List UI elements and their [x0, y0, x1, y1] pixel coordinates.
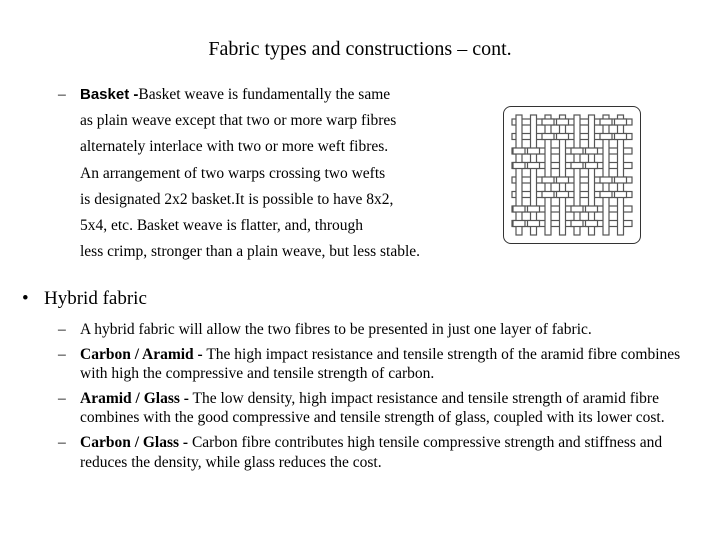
weft-crossing — [513, 221, 525, 227]
hybrid-fabric-heading — [22, 288, 147, 310]
weft-crossing — [571, 163, 583, 169]
weft-crossing — [571, 221, 583, 227]
item-text: Carbon fibre contributes high tensile compressive strength and stiffness and reduces the density, while glass reduces the cost. — [80, 433, 663, 471]
basket-line-3: An arrangement of two warps crossing two wefts — [80, 164, 386, 182]
weft-crossing — [586, 206, 598, 212]
dash-marker: – — [58, 345, 66, 363]
weft-crossing — [557, 192, 569, 198]
weft-crossing — [571, 148, 583, 154]
weft-crossing — [528, 206, 540, 212]
list-item — [58, 433, 708, 472]
bullet-marker: • — [22, 288, 29, 309]
weft-crossing — [557, 119, 569, 125]
basket-line-6: less crimp, stronger than a plain weave, but less stable. — [80, 243, 421, 261]
weft-crossing — [557, 134, 569, 140]
hybrid-fabric-list — [58, 320, 708, 477]
basket-term: Basket - — [80, 86, 139, 103]
warp-strand — [589, 115, 595, 235]
list-item — [58, 345, 708, 384]
item-term: Carbon / Aramid - — [80, 345, 203, 363]
basket-weave-description — [58, 82, 478, 265]
weft-crossing — [542, 177, 554, 183]
dash-marker: – — [58, 389, 66, 407]
dash-marker: – — [58, 433, 66, 451]
basket-line-0 — [58, 82, 478, 108]
weft-crossing — [528, 163, 540, 169]
basket-line-2: alternately interlace with two or more weft fibres. — [80, 138, 389, 156]
weft-crossing — [586, 148, 598, 154]
weft-crossing — [600, 134, 612, 140]
weft-crossing — [528, 221, 540, 227]
weft-crossing — [586, 163, 598, 169]
basket-weave-icon — [504, 107, 640, 243]
weft-crossing — [542, 134, 554, 140]
dash-marker: – — [58, 86, 66, 103]
weft-crossing — [571, 206, 583, 212]
hybrid-heading-text: Hybrid fabric — [44, 288, 147, 309]
weft-crossing — [513, 163, 525, 169]
basket-weave-figure — [503, 106, 641, 244]
list-item — [58, 389, 708, 428]
warp-strand — [516, 115, 522, 235]
basket-line-5: 5x4, etc. Basket weave is flatter, and, through — [80, 217, 364, 235]
weft-crossing — [615, 134, 627, 140]
warp-strand — [574, 115, 580, 235]
basket-line-4: is designated 2x2 basket.It is possible to have 8x2, — [80, 190, 394, 208]
weft-crossing — [528, 148, 540, 154]
warp-strand — [531, 115, 537, 235]
weft-crossing — [586, 221, 598, 227]
weft-crossing — [513, 206, 525, 212]
item-term: Aramid / Glass - — [80, 389, 189, 407]
item-text: A hybrid fabric will allow the two fibres to be presented in just one layer of fabric. — [80, 321, 592, 338]
basket-text: Basket weave is fundamentally the same — [138, 86, 391, 103]
item-text: The high impact resistance and tensile strength of the aramid fibre combines with high the compressive and tensile strength of carbon. — [80, 345, 681, 383]
weft-crossing — [615, 177, 627, 183]
weft-crossing — [600, 177, 612, 183]
weft-crossing — [615, 119, 627, 125]
weft-crossing — [615, 192, 627, 198]
dash-marker: – — [58, 321, 66, 338]
weft-crossing — [600, 119, 612, 125]
weft-crossing — [542, 192, 554, 198]
basket-line-1: as plain weave except that two or more warp fibres — [80, 112, 397, 130]
weft-crossing — [542, 119, 554, 125]
page-title: Fabric types and constructions – cont. — [208, 38, 512, 60]
list-item — [58, 320, 708, 340]
item-text: The low density, high impact resistance and tensile strength of aramid fibre combines with the good compressive and tensile strength of glass, coupled with its lower cost. — [80, 389, 665, 427]
weft-crossing — [513, 148, 525, 154]
weft-crossing — [557, 177, 569, 183]
weft-crossing — [600, 192, 612, 198]
item-term: Carbon / Glass - — [80, 433, 189, 451]
